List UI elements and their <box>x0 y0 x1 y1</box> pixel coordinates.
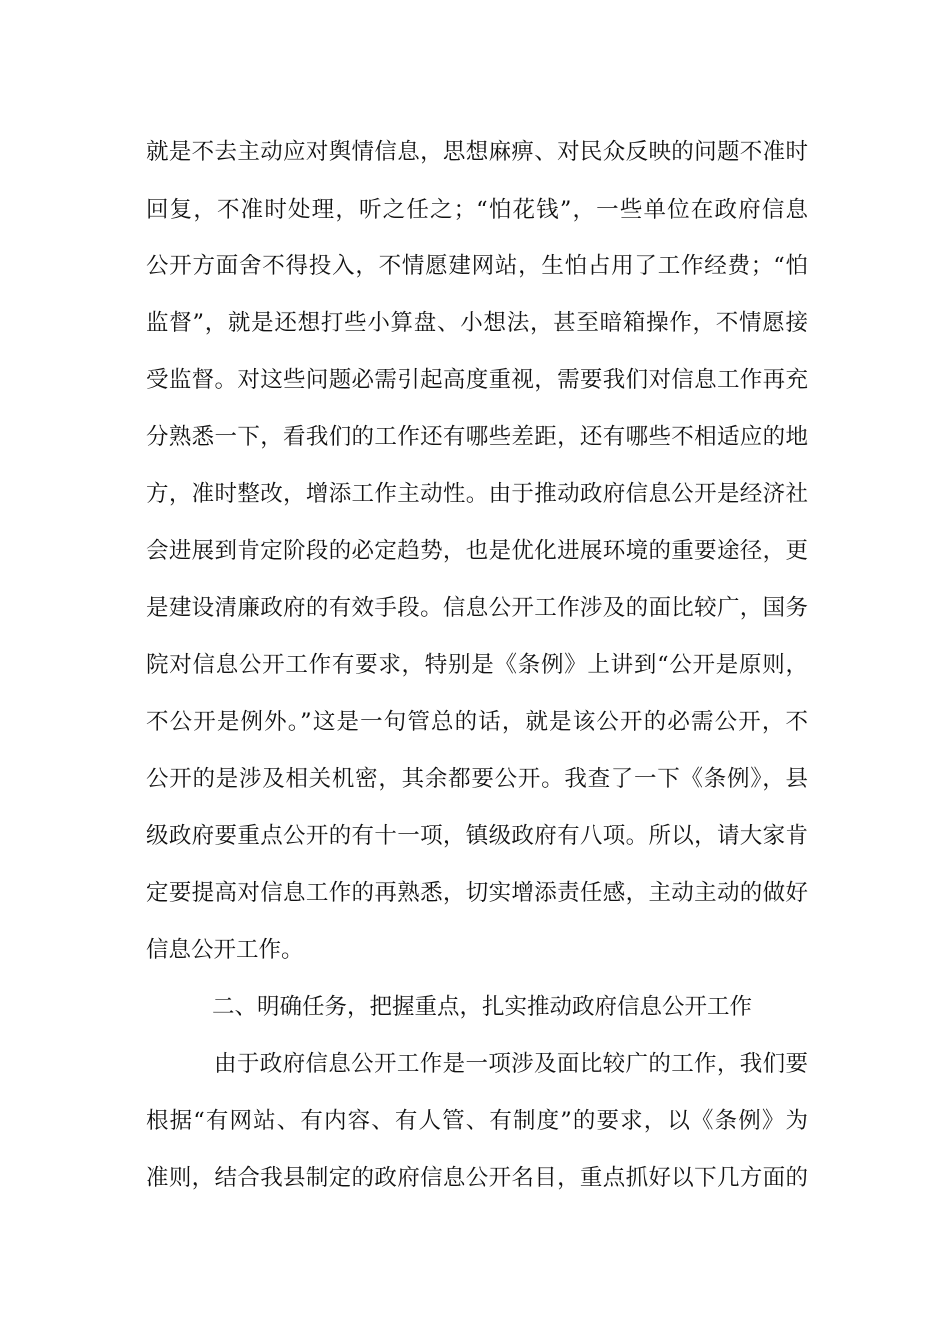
text-line: 监督”，就是还想打些小算盘、小想法，甚至暗箱操作，不情愿接 <box>146 310 808 336</box>
text-line: 受监督。对这些问题必需引起高度重视，需要我们对信息工作再充 <box>146 367 808 393</box>
text-line: 分熟悉一下，看我们的工作还有哪些差距，还有哪些不相适应的地 <box>146 424 808 450</box>
text-line: 公开方面舍不得投入，不情愿建网站，生怕占用了工作经费；“怕 <box>146 253 808 279</box>
text-line: 回复，不准时处理，听之任之；“怕花钱”，一些单位在政府信息 <box>146 197 808 223</box>
text-line: 会进展到肯定阶段的必定趋势，也是优化进展环境的重要途径，更 <box>146 538 808 564</box>
text-line: 是建设清廉政府的有效手段。信息公开工作涉及的面比较广，国务 <box>146 595 808 621</box>
text-line: 方，准时整改，增添工作主动性。由于推动政府信息公开是经济社 <box>146 481 808 507</box>
text-line: 准则，结合我县制定的政府信息公开名目，重点抓好以下几方面的 <box>146 1165 808 1191</box>
text-line: 院对信息公开工作有要求，特别是《条例》上讲到“公开是原则， <box>146 652 808 678</box>
text-line: 公开的是涉及相关机密，其余都要公开。我查了一下《条例》，县 <box>146 766 808 792</box>
section-heading: 二、明确任务，把握重点，扎实推动政府信息公开工作 <box>212 994 753 1020</box>
text-line: 定要提高对信息工作的再熟悉，切实增添责任感，主动主动的做好 <box>146 880 808 906</box>
text-line: 由于政府信息公开工作是一项涉及面比较广的工作，我们要 <box>214 1051 808 1077</box>
text-line: 级政府要重点公开的有十一项，镇级政府有八项。所以，请大家肯 <box>146 823 808 849</box>
text-line: 就是不去主动应对舆情信息，思想麻痹、对民众反映的问题不准时 <box>146 139 808 165</box>
text-line: 根据“有网站、有内容、有人管、有制度”的要求，以《条例》为 <box>146 1108 808 1134</box>
text-line: 信息公开工作。 <box>146 937 304 963</box>
text-line: 不公开是例外。”这是一句管总的话，就是该公开的必需公开，不 <box>146 709 808 735</box>
